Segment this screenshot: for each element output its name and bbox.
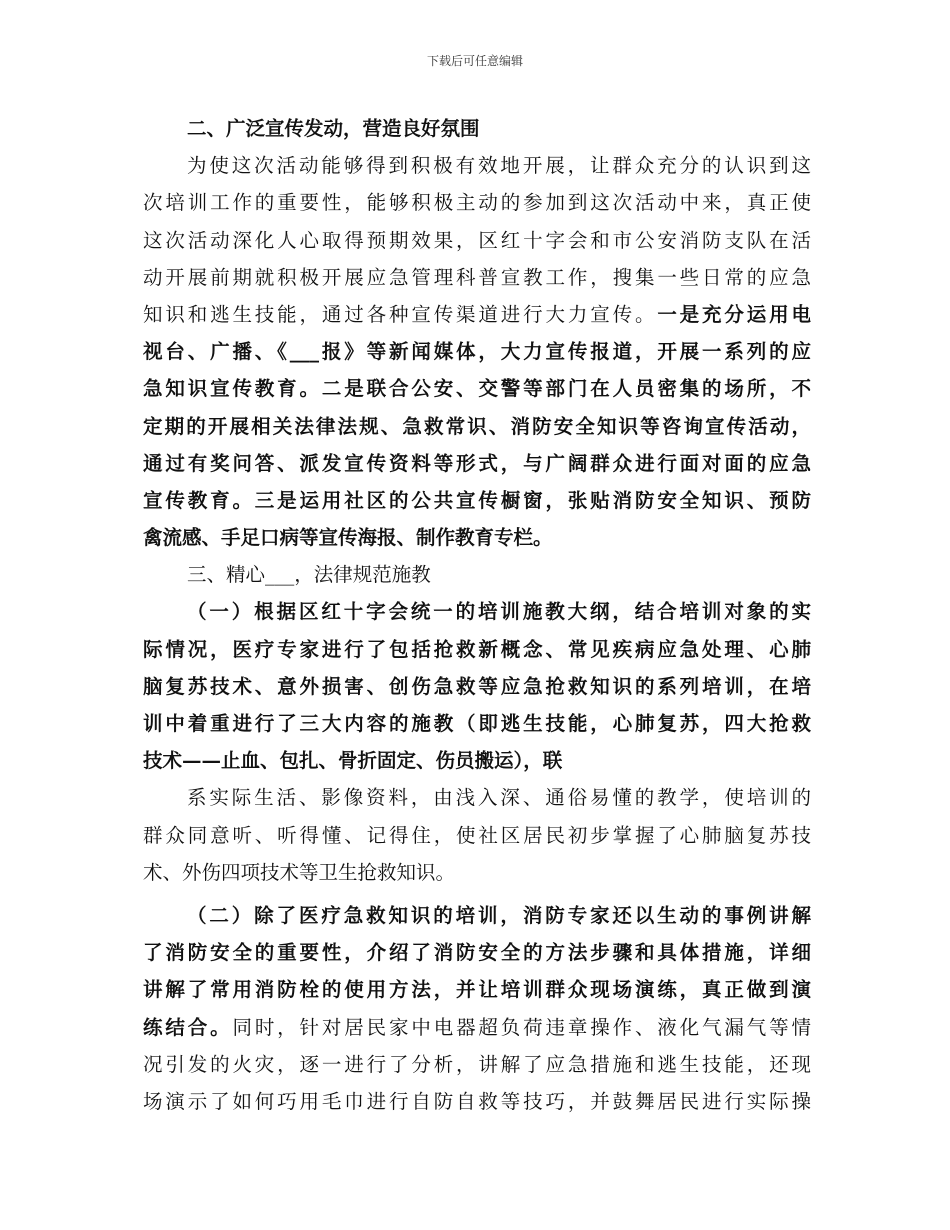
paragraph-line: 群众同意听、听得懂、记得住，使社区居民初步掌握了心肺脑复苏技 bbox=[143, 823, 811, 847]
document-body bbox=[143, 110, 811, 1120]
paragraph-line: 讲解了常用消防栓的使用方法，并让培训群众现场演练，真正做到演 bbox=[143, 978, 811, 1002]
paragraph-line: 术、外伤四项技术等卫生抢救知识。 bbox=[143, 860, 456, 884]
paragraph-line: 视台、广播、《___报》等新闻媒体，大力宣传报道，开展一系列的应 bbox=[143, 340, 811, 364]
paragraph-fire-training bbox=[143, 897, 811, 1120]
paragraph-teaching bbox=[143, 779, 811, 891]
paragraph-line: 技术——止血、包扎、骨折固定、伤员搬运），联 bbox=[143, 749, 563, 773]
paragraph-line: 动开展前期就积极开展应急管理科普宣教工作，搜集一些日常的应急 bbox=[143, 265, 811, 289]
paragraph-line: 急知识宣传教育。二是联合公安、交警等部门在人员密集的场所，不 bbox=[143, 377, 811, 401]
section-heading-3: 三、精心___，法律规范施教 bbox=[187, 563, 431, 587]
page-header-note: 下载后可任意编辑 bbox=[426, 54, 523, 68]
text-normal: 知识和逃生技能，通过各种宣传渠道进行大力宣传。 bbox=[143, 302, 658, 326]
paragraph-line: 际情况，医疗专家进行了包括抢救新概念、常见疾病应急处理、心肺 bbox=[143, 637, 811, 661]
paragraph-publicity bbox=[143, 147, 811, 556]
paragraph-line: （二）除了医疗急救知识的培训，消防专家还以生动的事例讲解 bbox=[187, 903, 811, 927]
section-heading-2: 二、广泛宣传发动，营造良好氛围 bbox=[187, 117, 480, 140]
text-normal: 同时，针对居民家中电器超负荷违章操作、液化气漏气等情 bbox=[232, 1015, 811, 1039]
paragraph-line: 训中着重进行了三大内容的施教（即逃生技能，心肺复苏，四大抢救 bbox=[143, 712, 811, 735]
text-bold: 练结合。 bbox=[143, 1015, 233, 1039]
paragraph-line: 况引发的火灾，逐一进行了分析，讲解了应急措施和逃生技能，还现 bbox=[143, 1052, 811, 1076]
paragraph-medical-training bbox=[143, 593, 811, 779]
paragraph-line: 系实际生活、影像资料，由浅入深、通俗易懂的教学，使培训的 bbox=[187, 786, 811, 810]
paragraph-line: 禽流感、手足口病等宣传海报、制作教育专栏。 bbox=[143, 526, 553, 550]
paragraph-line: 这次活动深化人心取得预期效果，区红十字会和市公安消防支队在活 bbox=[143, 228, 811, 252]
paragraph-line: （一）根据区红十字会统一的培训施教大纲，结合培训对象的实 bbox=[187, 600, 811, 624]
paragraph-line: 次培训工作的重要性，能够积极主动的参加到这次活动中来，真正使 bbox=[143, 191, 811, 215]
text-bold: 一是充分运用电 bbox=[657, 302, 811, 326]
paragraph-line: 定期的开展相关法律法规、急救常识、消防安全知识等咨询宣传活动， bbox=[143, 414, 811, 438]
paragraph-line: 脑复苏技术、意外损害、创伤急救等应急抢救知识的系列培训，在培 bbox=[143, 674, 811, 698]
paragraph-line: 为使这次活动能够得到积极有效地开展，让群众充分的认识到这 bbox=[187, 154, 811, 178]
paragraph-line-mixed bbox=[143, 296, 811, 333]
paragraph-line: 场演示了如何巧用毛巾进行自防自救等技巧，并鼓舞居民进行实际操 bbox=[143, 1089, 811, 1113]
paragraph-line: 通过有奖问答、派发宣传资料等形式，与广阔群众进行面对面的应急 bbox=[143, 451, 811, 475]
paragraph-line: 了消防安全的重要性，介绍了消防安全的方法步骤和具体措施，详细 bbox=[143, 941, 811, 965]
paragraph-line: 宣传教育。三是运用社区的公共宣传橱窗，张贴消防安全知识、预防 bbox=[143, 488, 811, 512]
paragraph-line-mixed bbox=[143, 1009, 811, 1046]
